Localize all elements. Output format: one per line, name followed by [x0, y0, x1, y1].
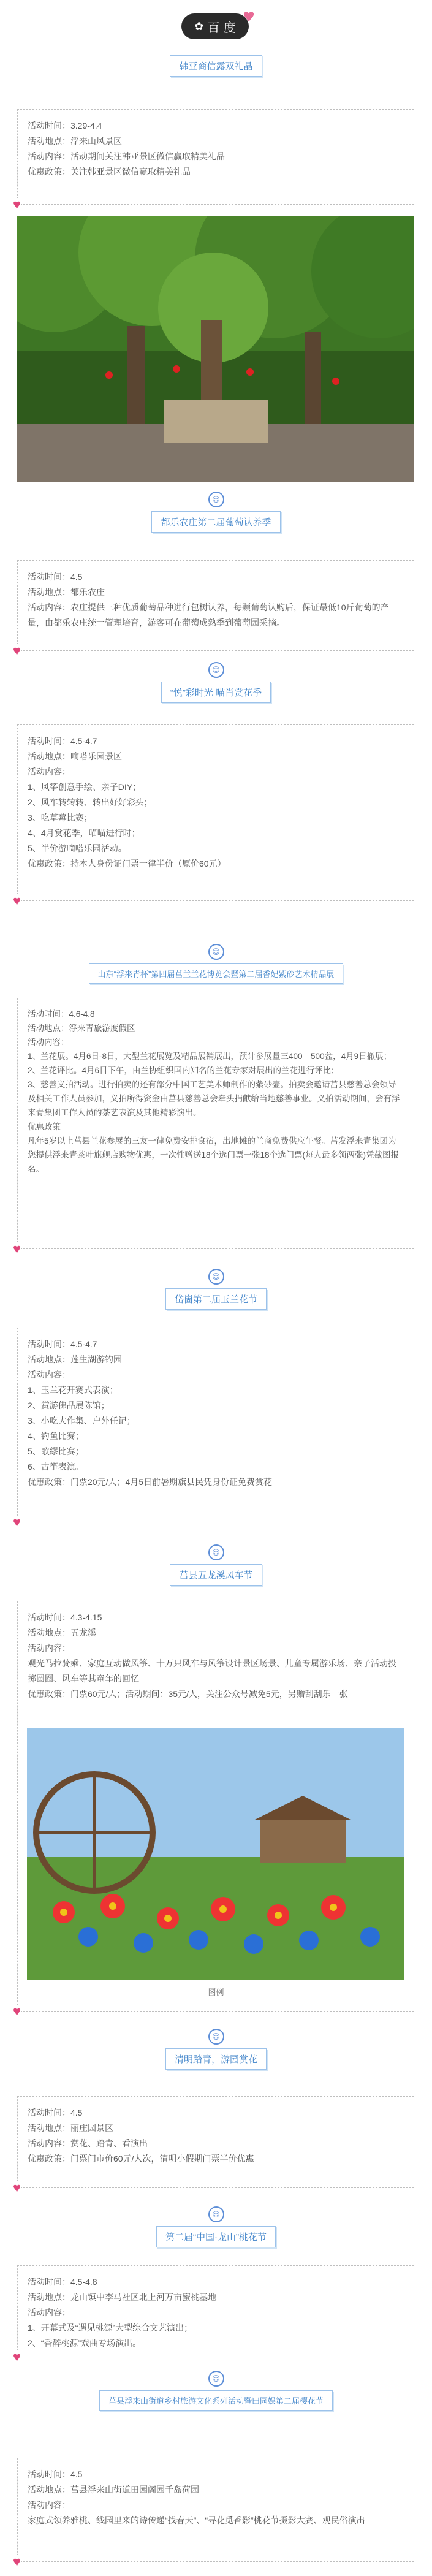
section-title-8 [0, 2206, 432, 2247]
info-line: 活动内容： [28, 1370, 70, 1380]
info-line: 活动内容： [28, 1643, 70, 1653]
info-line: 活动内容：农庄提供三种优质葡萄品种进行包树认养，每颗葡萄认购后，保证最低10斤葡萄的产量，由都乐农庄统一管理培育，游客可在葡萄成熟季到葡萄园采摘。 [28, 602, 389, 628]
mascot-icon: ☺ [208, 492, 224, 507]
section-title-label: 莒县浮来山街道乡村旅游文化系列活动暨田园娱第二届樱花节 [99, 2390, 333, 2411]
info-line: 活动时间：4.5 [28, 2469, 83, 2479]
mascot-icon: ☺ [208, 2206, 224, 2222]
info-line: 活动时间：4.3-4.15 [28, 1613, 102, 1622]
info-line: 活动时间：4.5-4.7 [28, 736, 97, 746]
info-line: 活动地点：嘀嗒乐园景区 [28, 751, 122, 761]
info-line: 2、风车转转转、转出好好彩头； [28, 797, 153, 807]
mascot-icon: ☺ [208, 944, 224, 960]
info-line: 5、歌繆比赛； [28, 1446, 84, 1456]
mascot-icon: ☺ [208, 1544, 224, 1560]
info-line: 活动地点：五龙溪 [28, 1628, 96, 1638]
info-line: 1、风筝创意手绘、亲子DIY； [28, 782, 142, 792]
info-card-9 [13, 2458, 414, 2569]
info-line: 活动地点：莲生湖游钓园 [28, 1354, 122, 1364]
info-line: 优惠政策：门票60元/人；活动期间：35元/人，关注公众号减免5元，另赠刮刮乐一张 [28, 1689, 348, 1699]
info-line: 活动内容：活动期间关注韩亚景区微信赢取精美礼品 [28, 151, 225, 161]
info-line: 1、开幕式及“遇见桃源”大型综合文艺演出； [28, 2323, 193, 2333]
section-title-label: “悦”彩时光 喵肖赏花季 [161, 682, 271, 703]
heart-icon: ♥ [13, 2554, 21, 2569]
mascot-icon: ☺ [208, 1269, 224, 1285]
section-title-label: 山东“浮来青杯”第四届莒兰兰花博览会暨第二届香妃紫砂艺术精品展 [89, 963, 344, 984]
info-line: 活动内容：赏花、踏青、看演出 [28, 2138, 148, 2148]
info-line: 活动地点：丽庄园景区 [28, 2123, 113, 2133]
windmill-photo-image [27, 1728, 404, 1980]
heart-icon: ♥ [13, 643, 21, 658]
info-card-8 [13, 2265, 414, 2365]
info-line: 活动时间：4.5 [28, 2108, 83, 2118]
info-line: 6、古筝表演。 [28, 1462, 84, 1472]
section-title-7 [0, 2029, 432, 2070]
info-line: 3、慈善义拍活动。进行拍卖的还有部分中国工艺美术师制作的紫砂壶。拍卖会邀请莒县慈善总会领导及相关工作人员参加，义拍所得资金由莒县慈善总会牵头捐献给当地慈善事业。义拍活动期间，会有浮来青集团工作人员的茶艺表演及其他精彩演出。 [28, 1080, 400, 1117]
heart-icon: ♥ [243, 10, 255, 25]
section-title-label: 都乐农庄第二届葡萄认养季 [151, 511, 280, 533]
info-line: 活动内容： [28, 2308, 70, 2317]
info-card-2 [13, 560, 414, 658]
section-title-label: 岱崮第二届玉兰花节 [165, 1288, 267, 1310]
info-card-1 [13, 109, 414, 212]
info-line: 优惠政策 [28, 1122, 61, 1131]
info-line: 活动地点：莒县浮来山街道田园阁园千岛荷园 [28, 2485, 199, 2494]
info-line: 活动时间：4.5 [28, 572, 83, 582]
info-line: 活动内容： [28, 2500, 70, 2510]
section-title-label: 清明踏青，游园赏花 [165, 2048, 267, 2070]
paw-icon: ✿ [194, 20, 204, 33]
mascot-icon: ☺ [208, 2371, 224, 2387]
heart-icon: ♥ [13, 2004, 21, 2019]
info-line: 观光马拉骑乘、家庭互动做风筝、十万只风车与风筝设计景区场景、儿童专属游乐场、亲子活动投掷圆圈、风车等其童年的回忆 [28, 1658, 396, 1684]
heart-icon: ♥ [13, 2349, 21, 2365]
info-line: 4、4月赏花季，喵喵进行时； [28, 828, 140, 838]
heart-icon: ♥ [13, 1241, 21, 1256]
windmill-photo [27, 1728, 404, 1980]
info-line: 活动时间：4.5-4.7 [28, 1339, 97, 1349]
info-line: 活动时间：4.5-4.8 [28, 2277, 97, 2287]
section-title-3 [0, 662, 432, 703]
header-badge-text: 百 度 [207, 20, 236, 35]
heart-icon: ♥ [13, 893, 21, 908]
info-line: 活动时间：4.6-4.8 [28, 1009, 95, 1019]
info-card-5 [13, 1328, 414, 1530]
info-line: 凡年5岁以上莒县兰花参展的三友一律免费安排食宿，出地摊的兰商免费供应午餐。莒发浮来青集团为您提供浮来青茶叶旗舰店购物优惠，一次性赠送18个选门票一张18个选门票(每人最多领两张)凭截图报名。 [28, 1136, 400, 1174]
section-title-4 [0, 944, 432, 984]
info-line: 活动时间：3.29-4.4 [28, 121, 102, 131]
info-line: 4、钓鱼比赛； [28, 1431, 84, 1441]
info-line: 优惠政策：门票门市价60元/人次，清明小假期门票半价优惠 [28, 2154, 254, 2164]
info-line: 活动地点：龙山镇中李马社区北上河万亩蜜桃基地 [28, 2292, 216, 2302]
info-line: 1、兰花展。4月6日-8日，大型兰花展览及精品展销展出，预计参展量三400—500盆，4月9日撤展； [28, 1052, 392, 1061]
section-title-5 [0, 1269, 432, 1310]
info-line: 2、“香醉桃源”戏曲专场演出。 [28, 2338, 142, 2348]
info-line: 1、玉兰花开赛式表演； [28, 1385, 118, 1395]
info-line: 活动内容： [28, 1038, 69, 1047]
info-line: 优惠政策：持本人身份证门票一律半价（原价60元） [28, 859, 226, 868]
mascot-icon: ☺ [208, 2029, 224, 2045]
info-card-4 [13, 998, 414, 1256]
section-title-9 [0, 2371, 432, 2411]
info-card-7 [13, 2096, 414, 2195]
section-title-label: 第二届“中国·龙山”桃花节 [156, 2226, 276, 2247]
heart-icon: ♥ [13, 1514, 21, 1530]
tree-photo-image [17, 216, 414, 482]
info-card-3 [13, 724, 414, 908]
info-line: 2、赏游佛品展陈馆； [28, 1400, 110, 1410]
info-line: 2、兰花评比。4月6日下午，由兰协组织国内知名的兰花专家对展出的兰花进行评比； [28, 1066, 339, 1075]
info-line: 3、吃草莓比赛； [28, 813, 93, 823]
section-title-2 [0, 492, 432, 533]
tree-photo [17, 216, 414, 482]
heart-icon: ♥ [13, 197, 21, 212]
info-line: 活动地点：浮来青旅游度假区 [28, 1024, 135, 1033]
heart-icon: ♥ [13, 2180, 21, 2195]
mascot-icon: ☺ [208, 662, 224, 678]
info-line: 家庭式领养雅桃、线园里来的诗传递“找春天”、“寻花觅香影”桃花节摄影大赛、观民俗演出 [28, 2515, 365, 2525]
info-line: 优惠政策：关注韩亚景区微信赢取精美礼品 [28, 167, 191, 177]
info-line: 优惠政策：门票20元/人；4月5日前暑期旗县民凭身份证免费赏花 [28, 1477, 273, 1487]
photo-caption: 图例 [208, 1988, 224, 1997]
section-title-6 [0, 1544, 432, 1586]
section-title-label: 韩亚商信露双礼晶 [170, 55, 262, 77]
info-line: 活动地点：浮来山风景区 [28, 136, 122, 146]
info-line: 3、小吃大作集、户外任记； [28, 1416, 135, 1426]
info-line: 活动地点：都乐农庄 [28, 587, 105, 597]
info-line: 活动内容： [28, 767, 70, 777]
info-line: 5、半价游嘀嗒乐园活动。 [28, 843, 127, 853]
section-title-label: 莒县五龙溪风车节 [170, 1564, 262, 1586]
section-title-1 [0, 55, 432, 77]
header-badge[interactable] [181, 10, 255, 39]
